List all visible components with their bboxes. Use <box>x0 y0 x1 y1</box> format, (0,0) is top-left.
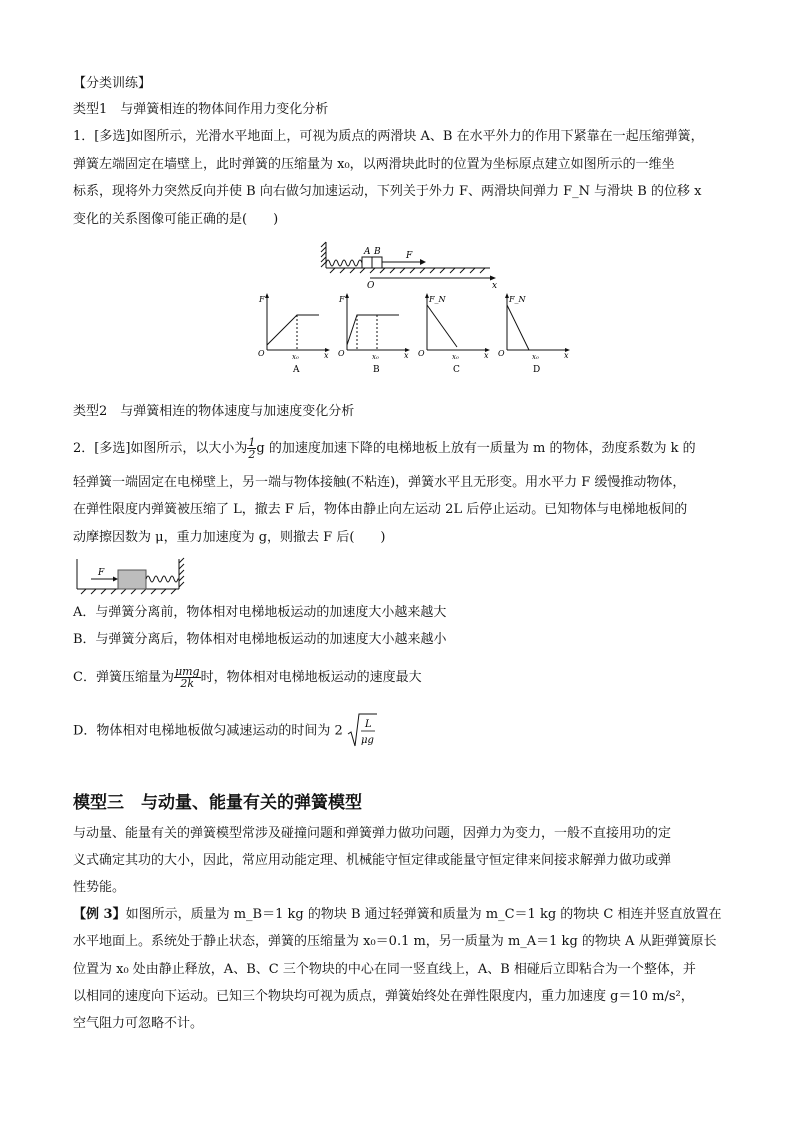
graph-b-origin: O <box>338 349 345 358</box>
block-b <box>372 257 382 268</box>
option-c-den: 2k <box>180 677 195 690</box>
example-line-2: 水平地面上。系统处于静止状态，弹簧的压缩量为 x₀＝0.1 m，另一质量为 m_A＝1 kg 的物块 A 从距弹簧原长 <box>73 934 717 949</box>
graph-d-ylabel: F_N <box>509 295 526 304</box>
example-line-4: 以相同的速度向下运动。已知三个物块均可视为质点，弹簧始终处在弹性限度内，重力加速度 g＝10 m/s²， <box>73 989 694 1004</box>
example-line-3: 位置为 x₀ 处由静止释放，A、B、C 三个物块的中心在同一竖直线上，A、B 相碰后立即粘合为一个整体，并 <box>73 962 696 977</box>
q2-spring <box>146 576 179 582</box>
q1-setup-figure <box>320 238 510 288</box>
graph-a <box>258 293 330 375</box>
q2-frac-num: 1 <box>248 436 256 449</box>
q1-line-1: 1．[多选]如图所示，光滑水平地面上，可视为质点的两滑块 A、B 在水平外力的作用下紧靠在一起压缩弹簧， <box>73 129 704 144</box>
spring <box>326 260 362 266</box>
option-d <box>73 712 377 750</box>
graph-a-origin: O <box>258 349 265 358</box>
option-c-num: μmg <box>174 665 200 678</box>
model3-intro-1: 与动量、能量有关的弹簧模型常涉及碰撞问题和弹簧弹力做功问题，因弹力为变力，一般不直接用功的定 <box>73 826 672 841</box>
graph-c-caption: C <box>453 365 460 375</box>
example-line-5: 空气阻力可忽略不计。 <box>73 1016 204 1031</box>
graph-d-tick: x₀ <box>532 353 539 361</box>
graph-c-xlabel: x <box>484 351 489 360</box>
option-c-fraction <box>174 666 201 689</box>
graph-c <box>418 293 490 375</box>
example-line-1 <box>73 906 722 924</box>
graph-b-tick: x₀ <box>372 353 379 361</box>
q2-frac-den: 2 <box>248 448 256 461</box>
q1-line-4: 变化的关系图像可能正确的是( ) <box>73 212 279 227</box>
model3-intro-3: 性势能。 <box>73 880 126 895</box>
q2-force-label: F <box>98 568 105 578</box>
type2-title: 类型2 与弹簧相连的物体速度与加速度变化分析 <box>73 404 355 419</box>
graph-c-origin: O <box>418 349 425 358</box>
q2-line-2: 轻弹簧一端固定在电梯壁上，另一端与物体接触(不粘连)，弹簧水平且无形变。用水平力 F 缓慢推动物体， <box>73 475 686 490</box>
section-header: 【分类训练】 <box>73 76 152 91</box>
sqrt-sign-icon <box>347 712 377 750</box>
q2-text-a: 2．[多选]如图所示，以大小为 <box>73 441 248 456</box>
q2-setup-figure <box>73 557 185 595</box>
label-b: B <box>374 247 381 257</box>
graph-b-xlabel: x <box>404 351 409 360</box>
option-c <box>73 666 422 689</box>
q1-line-2: 弹簧左端固定在墙壁上，此时弹簧的压缩量为 x₀，以两滑块此时的位置为坐标原点建立如图所示的一维坐 <box>73 157 675 172</box>
option-b: B．与弹簧分离后，物体相对电梯地板运动的加速度大小越来越小 <box>73 632 447 647</box>
graph-d-origin: O <box>498 349 505 358</box>
graph-b-ylabel: F <box>339 295 345 304</box>
label-origin: O <box>367 281 375 288</box>
graph-a-xlabel: x <box>324 351 329 360</box>
type1-title: 类型1 与弹簧相连的物体间作用力变化分析 <box>73 102 329 117</box>
example-text-1: 如图所示，质量为 m_B＝1 kg 的物块 B 通过轻弹簧和质量为 m_C＝1 kg 的物块 C 相连并竖直放置在 <box>125 907 722 922</box>
graph-b-caption: B <box>373 365 380 375</box>
label-force: F <box>406 251 413 261</box>
q2-line-1 <box>73 437 696 460</box>
graph-c-ylabel: F_N <box>429 295 446 304</box>
graph-c-tick: x₀ <box>452 353 459 361</box>
option-c-text-a: C．弹簧压缩量为 <box>73 670 174 685</box>
q2-line-4: 动摩擦因数为 μ，重力加速度为 g，则撤去 F 后( ) <box>73 530 386 545</box>
option-d-num: L <box>364 719 372 730</box>
model3-heading: 模型三 与动量、能量有关的弹簧模型 <box>73 793 362 813</box>
graph-a-caption: A <box>293 365 300 375</box>
graph-d-caption: D <box>533 365 541 375</box>
block-a <box>362 257 372 268</box>
option-d-sqrt <box>347 712 377 750</box>
option-c-text-b: 时，物体相对电梯地板运动的速度最大 <box>200 670 422 685</box>
q2-text-b: g 的加速度加速下降的电梯地板上放有一质量为 m 的物体，劲度系数为 k 的 <box>256 441 696 456</box>
graph-b <box>338 293 410 375</box>
graph-a-tick: x₀ <box>292 353 299 361</box>
q1-line-3: 标系，现将外力突然反向并使 B 向右做匀加速运动，下列关于外力 F、两滑块间弹力 F_N 与滑块 B 的位移 x <box>73 184 702 199</box>
label-axis-x: x <box>492 281 498 288</box>
example-label: 【例 3】 <box>73 907 126 922</box>
graph-d-xlabel: x <box>564 351 569 360</box>
q2-line-3: 在弹性限度内弹簧被压缩了 L，撤去 F 后，物体由静止向左运动 2L 后停止运动。已知物体与电梯地板间的 <box>73 502 688 517</box>
label-a: A <box>364 247 371 257</box>
model3-intro-2: 义式确定其功的大小，因此，常应用动能定理、机械能守恒定律或能量守恒定律来间接求解弹力做功或弹 <box>73 853 672 868</box>
graph-d <box>498 293 570 375</box>
option-a: A．与弹簧分离前，物体相对电梯地板运动的加速度大小越来越大 <box>73 605 447 620</box>
answer-graphs <box>255 290 575 375</box>
graph-a-ylabel: F <box>259 295 265 304</box>
option-d-text: D．物体相对电梯地板做匀减速运动的时间为 2 <box>73 723 343 739</box>
option-d-den: μg <box>360 735 374 746</box>
q2-block <box>118 570 146 589</box>
